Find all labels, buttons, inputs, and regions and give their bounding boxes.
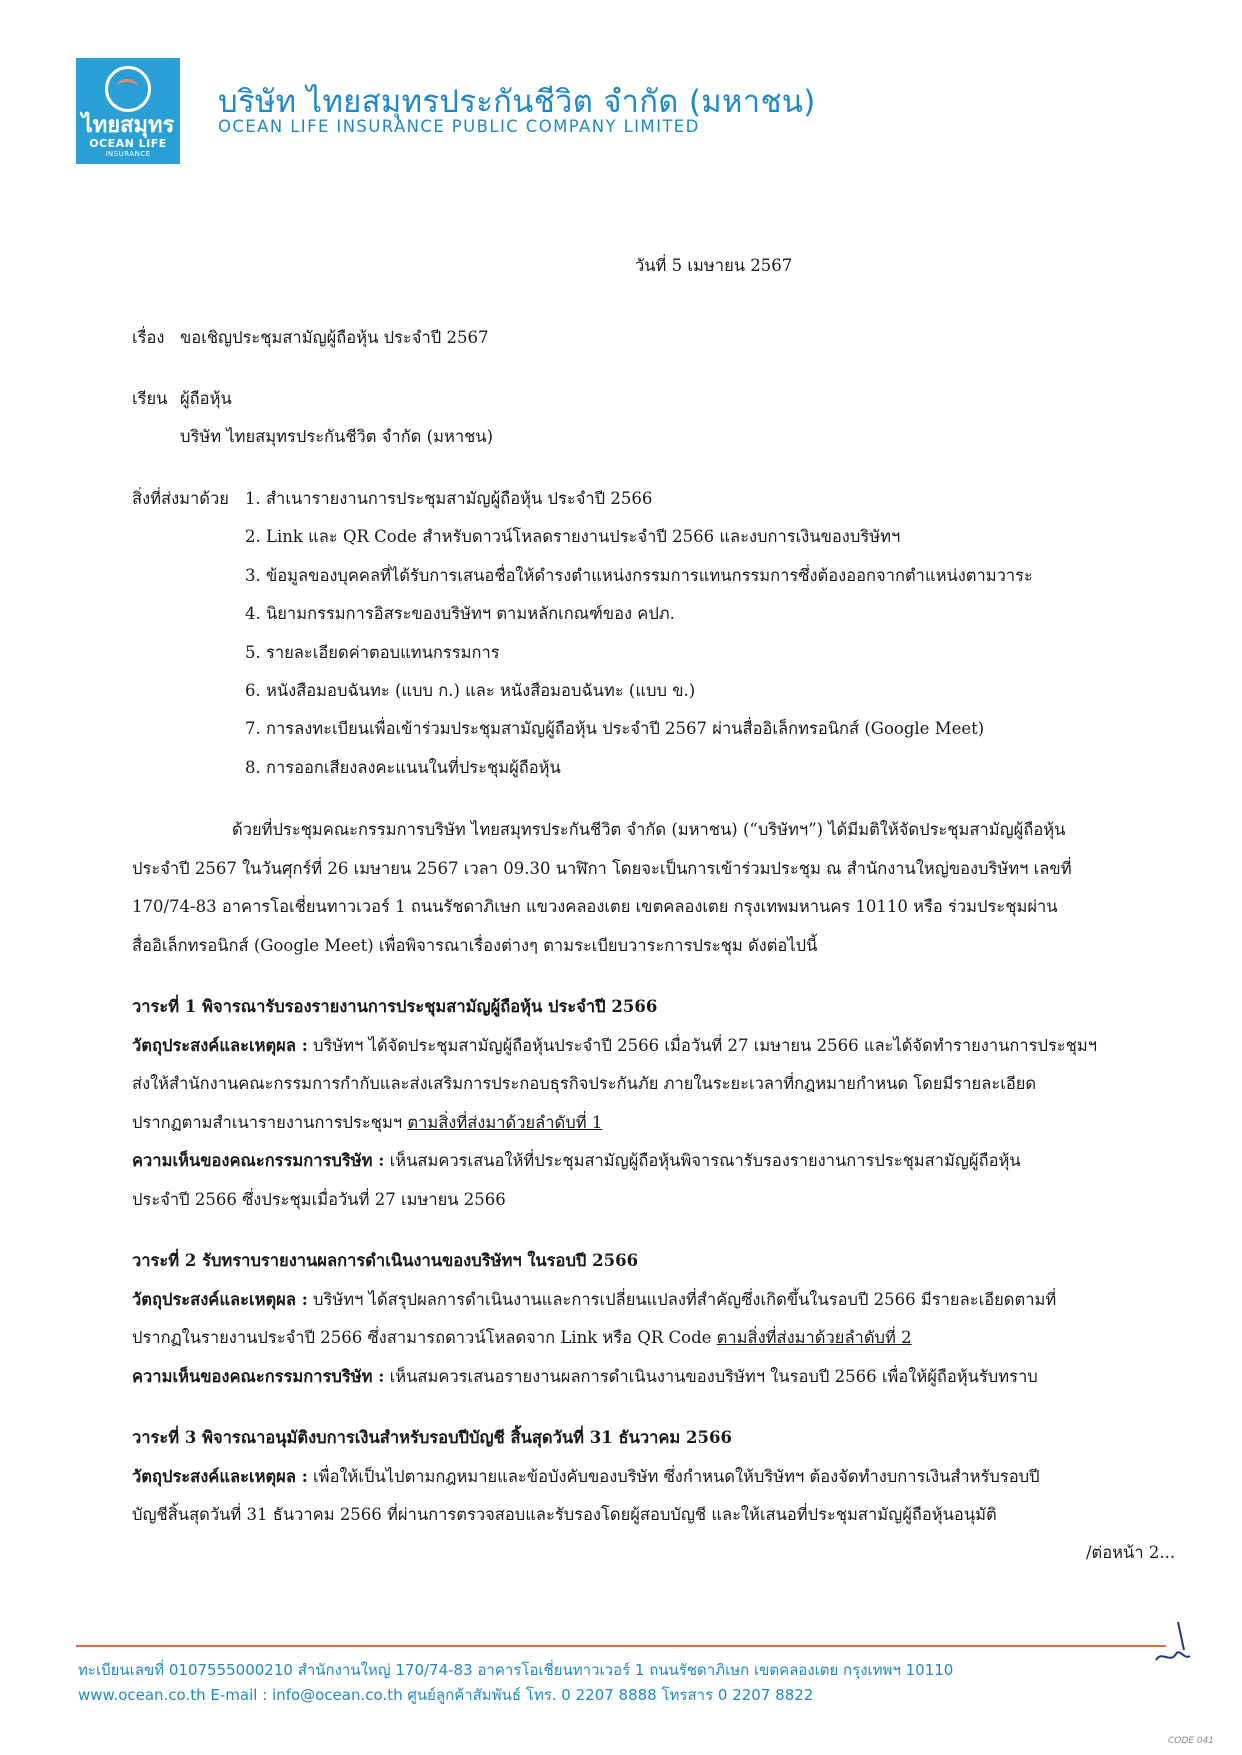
agenda-2-title: วาระที่ 2 รับทราบรายงานผลการดำเนินงานของบริษัทฯ ในรอบปี 2566 [132,1251,639,1270]
agenda-2-objective-line-2 [132,1326,912,1350]
agenda-1-objective-line-2: ส่งให้สำนักงานคณะกรรมการกำกับและส่งเสริมการประกอบธุรกิจประกันภัย ภายในระยะเวลาที่กฎหมายกำหนด โดยมีรายละเอียด [132,1074,1037,1093]
continued-next-page: /ต่อหน้า 2... [1086,1543,1176,1562]
intro-line: 170/74-83 อาคารโอเชี่ยนทาวเวอร์ 1 ถนนรัชดาภิเษก แขวงคลองเตย เขตคลองเตย กรุงเทพมหานคร 10110 หรือ ร่วมประชุมผ่าน [132,897,1058,916]
enclosure-item: 2. Link และ QR Code สำหรับดาวน์โหลดรายงานประจำปี 2566 และงบการเงินของบริษัทฯ [245,527,901,546]
to-label: เรียน [132,389,168,408]
footer-contact: www.ocean.co.th E-mail : info@ocean.co.th ศูนย์ลูกค้าสัมพันธ์ โทร. 0 2207 8888 โทรสาร 0 2207 8822 [78,1686,814,1704]
agenda-3-title: วาระที่ 3 พิจารณาอนุมัติงบการเงินสำหรับรอบปีบัญชี สิ้นสุดวันที่ 31 ธันวาคม 2566 [132,1428,732,1447]
enclosure-item: 7. การลงทะเบียนเพื่อเข้าร่วมประชุมสามัญผู้ถือหุ้น ประจำปี 2567 ผ่านสื่ออิเล็กทรอนิกส์ (Google Meet) [245,719,985,738]
enclosure-item: 4. นิยามกรรมการอิสระของบริษัทฯ ตามหลักเกณฑ์ของ คปภ. [245,604,675,623]
enclosure-reference-link: ตามสิ่งที่ส่งมาด้วยลำดับที่ 2 [716,1328,912,1347]
objective-text: เพื่อให้เป็นไปตามกฎหมายและข้อบังคับของบริษัท ซึ่งกำหนดให้บริษัทฯ ต้องจัดทำงบการเงินสำหรับรอบปี [313,1467,1040,1486]
agenda-3-objective-line-2: บัญชีสิ้นสุดวันที่ 31 ธันวาคม 2566 ที่ผ่านการตรวจสอบและรับรองโดยผู้สอบบัญชี และให้เสนอที่ประชุมสามัญผู้ถือหุ้นอนุมัติ [132,1505,997,1524]
opinion-label: ความเห็นของคณะกรรมการบริษัท : [132,1151,385,1170]
enclosure-item: 5. รายละเอียดค่าตอบแทนกรรมการ [245,643,500,662]
enclosure-item: 1. สำเนารายงานการประชุมสามัญผู้ถือหุ้น ประจำปี 2566 [245,489,653,508]
agenda-2-opinion-line [132,1365,1038,1389]
logo-thai-text: ไทยสมุทร [81,113,175,138]
document-code: CODE 041 [1168,1736,1215,1746]
objective-text: ปรากฏในรายงานประจำปี 2566 ซึ่งสามารถดาวน์โหลดจาก Link หรือ QR Code [132,1328,712,1347]
objective-text: บริษัทฯ ได้จัดประชุมสามัญผู้ถือหุ้นประจำปี 2566 เมื่อวันที่ 27 เมษายน 2566 และได้จัดทำรายงานการประชุมฯ [313,1036,1098,1055]
objective-label: วัตถุประสงค์และเหตุผล : [132,1467,308,1486]
to-recipient: ผู้ถือหุ้น [180,389,232,408]
company-name-english: OCEAN LIFE INSURANCE PUBLIC COMPANY LIMITED [218,117,700,136]
intro-line: ด้วยที่ประชุมคณะกรรมการบริษัท ไทยสมุทรประกันชีวิต จำกัด (มหาชน) (“บริษัทฯ”) ได้มีมติให้จัดประชุมสามัญผู้ถือหุ้น [232,820,1066,839]
agenda-1-objective-line [132,1034,1097,1058]
intro-line: ประจำปี 2567 ในวันศุกร์ที่ 26 เมษายน 2567 เวลา 09.30 นาฬิกา โดยจะเป็นการเข้าร่วมประชุม ณ สำนักงานใหญ่ของบริษัทฯ เลขที่ [132,859,1072,878]
company-name-thai: บริษัท ไทยสมุทรประกันชีวิต จำกัด (มหาชน) [218,84,816,120]
opinion-text: เห็นสมควรเสนอรายงานผลการดำเนินงานของบริษัทฯ ในรอบปี 2566 เพื่อให้ผู้ถือหุ้นรับทราบ [389,1367,1038,1386]
agenda-1-title: วาระที่ 1 พิจารณารับรองรายงานการประชุมสามัญผู้ถือหุ้น ประจำปี 2566 [132,997,658,1016]
signature-mark-icon [1148,1620,1192,1670]
agenda-3-objective-line [132,1465,1040,1489]
enclosure-item: 8. การออกเสียงลงคะแนนในที่ประชุมผู้ถือหุ้น [245,758,561,777]
enclosures-label: สิ่งที่ส่งมาด้วย [132,489,229,508]
company-logo [76,58,180,164]
to-recipient-company: บริษัท ไทยสมุทรประกันชีวิต จำกัด (มหาชน) [180,427,494,446]
logo-en-subtext: INSURANCE [105,150,151,158]
logo-en-text: OCEAN LIFE [89,137,167,150]
objective-label: วัตถุประสงค์และเหตุผล : [132,1036,308,1055]
agenda-2-objective-line [132,1288,1056,1312]
logo-emblem-icon [105,66,151,112]
agenda-1-objective-line-3 [132,1111,602,1135]
objective-text: บริษัทฯ ได้สรุปผลการดำเนินงานและการเปลี่ยนแปลงที่สำคัญซึ่งเกิดขึ้นในรอบปี 2566 มีรายละเอียดตามที่ [313,1290,1057,1309]
enclosure-item: 6. หนังสือมอบฉันทะ (แบบ ก.) และ หนังสือมอบฉันทะ (แบบ ข.) [245,681,696,700]
enclosure-item: 3. ข้อมูลของบุคคลที่ได้รับการเสนอชื่อให้ดำรงตำแหน่งกรรมการแทนกรรมการซึ่งต้องออกจากตำแหน่งตามวาระ [245,566,1033,585]
footer-divider [76,1645,1166,1647]
letter-date: วันที่ 5 เมษายน 2567 [635,256,793,275]
subject-text: ขอเชิญประชุมสามัญผู้ถือหุ้น ประจำปี 2567 [180,328,489,347]
agenda-1-opinion-line [132,1149,1021,1173]
objective-text: ปรากฏตามสำเนารายงานการประชุมฯ [132,1113,403,1132]
footer-address: ทะเบียนเลขที่ 0107555000210 สำนักงานใหญ่ 170/74-83 อาคารโอเชี่ยนทาวเวอร์ 1 ถนนรัชดาภิเษก เขตคลองเตย กรุงเทพฯ 10110 [78,1661,954,1679]
objective-label: วัตถุประสงค์และเหตุผล : [132,1290,308,1309]
enclosure-reference-link: ตามสิ่งที่ส่งมาด้วยลำดับที่ 1 [407,1113,603,1132]
opinion-text: เห็นสมควรเสนอให้ที่ประชุมสามัญผู้ถือหุ้นพิจารณารับรองรายงานการประชุมสามัญผู้ถือหุ้น [389,1151,1021,1170]
agenda-1-opinion-line-2: ประจำปี 2566 ซึ่งประชุมเมื่อวันที่ 27 เมษายน 2566 [132,1190,506,1209]
intro-line: สื่ออิเล็กทรอนิกส์ (Google Meet) เพื่อพิจารณาเรื่องต่างๆ ตามระเบียบวาระการประชุม ดังต่อไปนี้ [132,936,818,955]
opinion-label: ความเห็นของคณะกรรมการบริษัท : [132,1367,385,1386]
subject-label: เรื่อง [132,328,165,347]
